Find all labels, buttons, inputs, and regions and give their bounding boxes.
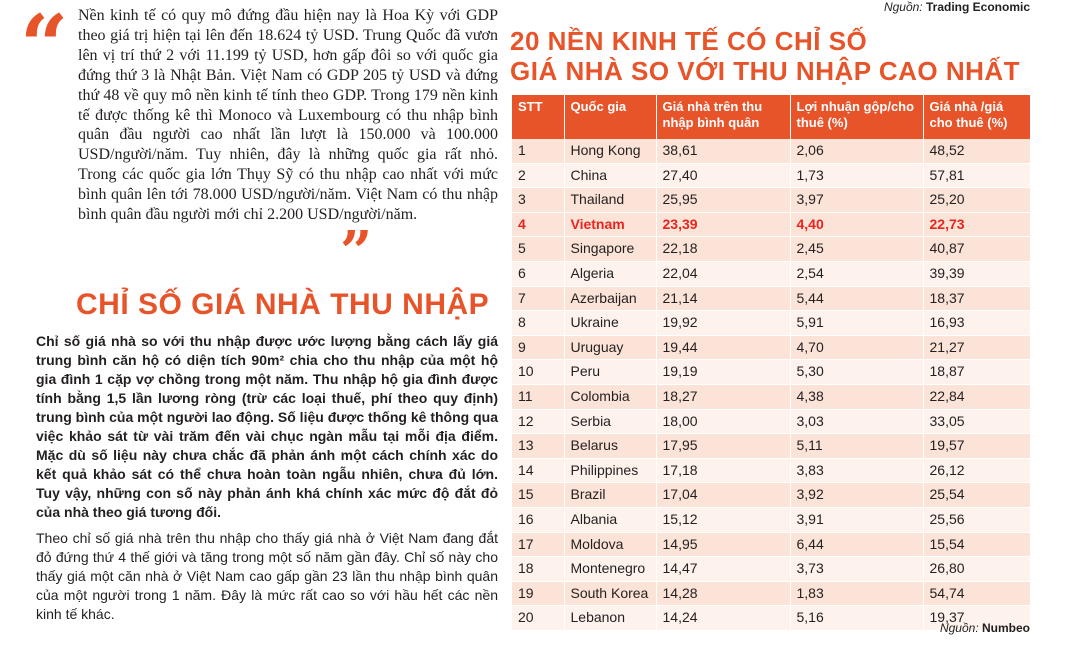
cell-price-to-rent: 26,80 [923, 557, 1030, 582]
cell-price-to-rent: 19,37 [923, 606, 1030, 631]
cell-gross-rental-yield: 3,83 [790, 458, 923, 483]
cell-price-to-rent: 33,05 [923, 409, 1030, 434]
header-country: Quốc gia [564, 95, 656, 139]
header-stt: STT [512, 95, 564, 139]
cell-gross-rental-yield: 6,44 [790, 532, 923, 557]
cell-stt: 10 [512, 360, 564, 385]
intro-paragraph: Nền kinh tế có quy mô đứng đầu hiện nay là Hoa Kỳ với GDP theo giá trị hiện tại lên đến 18.624 tỷ USD. Trung Quốc đã vươn lên vị trí thứ 2 với 11.199 tỷ USD, hơn gấp đôi so với quốc gia đứng thứ 3 là Nhật Bản. Việt Nam có GDP 205 tỷ USD và đứng thứ 48 về quy mô nền kinh tế tính theo GDP. Trong 179 nền kinh tế được thống kê thì Monoco và Luxembourg có thu nhập bình quân đầu người cao nhất lần lượt là 150.000 và 100.000 USD/người/năm. Tuy nhiên, đây là những quốc gia rất nhỏ. Trong các quốc gia lớn Thụy Sỹ có thu nhập cao nhất với mức bình quân lên tới 78.000 USD/người/năm. Việt Nam có thu nhập bình quân đầu người mới chỉ 2.200 USD/người/năm. [78, 7, 498, 224]
ranking-table [512, 95, 1030, 631]
cell-gross-rental-yield: 2,54 [790, 261, 923, 286]
cell-price-to-income: 14,95 [656, 532, 790, 557]
table-row [512, 384, 1030, 409]
cell-gross-rental-yield: 3,92 [790, 483, 923, 508]
cell-price-to-rent: 48,52 [923, 139, 1030, 163]
cell-price-to-income: 19,44 [656, 335, 790, 360]
cell-price-to-rent: 19,57 [923, 434, 1030, 459]
cell-stt: 1 [512, 139, 564, 163]
cell-stt: 6 [512, 261, 564, 286]
cell-price-to-rent: 15,54 [923, 532, 1030, 557]
cell-country: Serbia [564, 409, 656, 434]
cell-price-to-income: 18,00 [656, 409, 790, 434]
cell-country: Albania [564, 507, 656, 532]
cell-price-to-income: 18,27 [656, 384, 790, 409]
source-credit-top [884, 0, 1030, 14]
table-row [512, 434, 1030, 459]
table-row [512, 557, 1030, 582]
cell-gross-rental-yield: 3,97 [790, 188, 923, 213]
cell-gross-rental-yield: 1,73 [790, 163, 923, 188]
cell-gross-rental-yield: 3,03 [790, 409, 923, 434]
table-row [512, 237, 1030, 262]
cell-country: Moldova [564, 532, 656, 557]
cell-country: Lebanon [564, 606, 656, 631]
cell-gross-rental-yield: 3,73 [790, 557, 923, 582]
source-value: Trading Economic [925, 0, 1030, 14]
table-row [512, 261, 1030, 286]
cell-price-to-income: 38,61 [656, 139, 790, 163]
header-price-to-income: Giá nhà trên thu nhập bình quân [656, 95, 790, 139]
table-title-line-2: GIÁ NHÀ SO VỚI THU NHẬP CAO NHẤT [510, 56, 1021, 86]
cell-price-to-rent: 57,81 [923, 163, 1030, 188]
cell-stt: 15 [512, 483, 564, 508]
table-row [512, 163, 1030, 188]
cell-gross-rental-yield: 5,91 [790, 311, 923, 336]
cell-country: Montenegro [564, 557, 656, 582]
cell-country: Hong Kong [564, 139, 656, 163]
table-row [512, 286, 1030, 311]
cell-price-to-income: 22,04 [656, 261, 790, 286]
cell-stt: 2 [512, 163, 564, 188]
cell-country: Vietnam [564, 212, 656, 237]
cell-country: South Korea [564, 581, 656, 606]
table-row [512, 409, 1030, 434]
table-title-line-1: 20 NỀN KINH TẾ CÓ CHỈ SỐ [510, 26, 868, 56]
cell-country: Singapore [564, 237, 656, 262]
source-label: Nguồn: [883, 0, 923, 14]
cell-country: Ukraine [564, 311, 656, 336]
cell-gross-rental-yield: 4,70 [790, 335, 923, 360]
cell-country: Azerbaijan [564, 286, 656, 311]
cell-price-to-rent: 25,54 [923, 483, 1030, 508]
source-label: Nguồn: [939, 621, 979, 635]
header-price-to-rent: Giá nhà /giá cho thuê (%) [923, 95, 1030, 139]
cell-country: Uruguay [564, 335, 656, 360]
table-body [512, 139, 1030, 630]
section-title: CHỈ SỐ GIÁ NHÀ THU NHẬP [76, 288, 490, 321]
cell-price-to-rent: 18,87 [923, 360, 1030, 385]
cell-stt: 7 [512, 286, 564, 311]
cell-price-to-income: 17,18 [656, 458, 790, 483]
cell-price-to-income: 19,92 [656, 311, 790, 336]
cell-gross-rental-yield: 4,40 [790, 212, 923, 237]
table-row [512, 581, 1030, 606]
cell-stt: 14 [512, 458, 564, 483]
source-value: Numbeo [982, 621, 1030, 635]
cell-gross-rental-yield: 3,91 [790, 507, 923, 532]
table-row [512, 483, 1030, 508]
cell-price-to-rent: 39,39 [923, 261, 1030, 286]
cell-price-to-income: 14,28 [656, 581, 790, 606]
cell-stt: 11 [512, 384, 564, 409]
cell-price-to-income: 25,95 [656, 188, 790, 213]
cell-gross-rental-yield: 1,83 [790, 581, 923, 606]
table-row [512, 335, 1030, 360]
cell-stt: 4 [512, 212, 564, 237]
table-row [512, 311, 1030, 336]
cell-country: Peru [564, 360, 656, 385]
table-row [512, 458, 1030, 483]
cell-country: Belarus [564, 434, 656, 459]
cell-stt: 18 [512, 557, 564, 582]
cell-gross-rental-yield: 5,44 [790, 286, 923, 311]
cell-country: Philippines [564, 458, 656, 483]
cell-country: China [564, 163, 656, 188]
cell-country: Brazil [564, 483, 656, 508]
source-credit-bottom [940, 621, 1030, 635]
cell-stt: 13 [512, 434, 564, 459]
cell-gross-rental-yield: 2,06 [790, 139, 923, 163]
cell-price-to-rent: 22,73 [923, 212, 1030, 237]
cell-stt: 20 [512, 606, 564, 631]
table-row [512, 212, 1030, 237]
cell-price-to-income: 19,19 [656, 360, 790, 385]
cell-stt: 17 [512, 532, 564, 557]
cell-gross-rental-yield: 5,30 [790, 360, 923, 385]
close-quote-mark: ” [340, 219, 373, 285]
table-row [512, 139, 1030, 163]
table-row [512, 507, 1030, 532]
cell-price-to-rent: 21,27 [923, 335, 1030, 360]
cell-price-to-income: 27,40 [656, 163, 790, 188]
cell-country: Thailand [564, 188, 656, 213]
cell-stt: 16 [512, 507, 564, 532]
table-row [512, 532, 1030, 557]
cell-price-to-rent: 22,84 [923, 384, 1030, 409]
cell-price-to-rent: 40,87 [923, 237, 1030, 262]
cell-price-to-income: 21,14 [656, 286, 790, 311]
cell-stt: 3 [512, 188, 564, 213]
cell-price-to-income: 22,18 [656, 237, 790, 262]
cell-price-to-rent: 16,93 [923, 311, 1030, 336]
header-gross-rental-yield: Lợi nhuận gộp/cho thuê (%) [790, 95, 923, 139]
cell-stt: 19 [512, 581, 564, 606]
cell-stt: 9 [512, 335, 564, 360]
cell-price-to-income: 17,04 [656, 483, 790, 508]
cell-price-to-income: 14,24 [656, 606, 790, 631]
cell-price-to-income: 23,39 [656, 212, 790, 237]
cell-price-to-income: 15,12 [656, 507, 790, 532]
cell-gross-rental-yield: 2,45 [790, 237, 923, 262]
cell-gross-rental-yield: 5,11 [790, 434, 923, 459]
cell-stt: 12 [512, 409, 564, 434]
cell-country: Colombia [564, 384, 656, 409]
cell-price-to-income: 14,47 [656, 557, 790, 582]
table-row [512, 188, 1030, 213]
cell-price-to-income: 17,95 [656, 434, 790, 459]
cell-stt: 5 [512, 237, 564, 262]
cell-gross-rental-yield: 4,38 [790, 384, 923, 409]
open-quote-mark: “ [20, 0, 69, 95]
cell-price-to-rent: 18,37 [923, 286, 1030, 311]
cell-price-to-rent: 54,74 [923, 581, 1030, 606]
cell-price-to-rent: 25,56 [923, 507, 1030, 532]
cell-country: Algeria [564, 261, 656, 286]
table-header-row [512, 95, 1030, 139]
cell-stt: 8 [512, 311, 564, 336]
cell-price-to-rent: 25,20 [923, 188, 1030, 213]
conclusion-paragraph: Theo chỉ số giá nhà trên thu nhập cho thấy giá nhà ở Việt Nam đang đắt đỏ đứng thứ 4 thế giới và tăng trong một số năm gần đây. Chỉ số này cho thấy giá một căn nhà ở Việt Nam cao gấp gần 23 lần thu nhập bình quân của một người trong 1 năm. Đây là mức rất cao so với hầu hết các nền kinh tế khác. [36, 530, 498, 622]
cell-price-to-rent: 26,12 [923, 458, 1030, 483]
table-row [512, 360, 1030, 385]
cell-gross-rental-yield: 5,16 [790, 606, 923, 631]
table-title [510, 26, 1020, 86]
definition-paragraph: Chỉ số giá nhà so với thu nhập được ước lượng bằng cách lấy giá trung bình căn hộ có diện tích 90m² chia cho thu nhập của một hộ gia đình 1 cặp vợ chồng trong một năm. Thu nhập hộ gia đình được tính bằng 1,5 lần lương ròng (trừ các loại thuế, phí theo quy định) trung bình của một người lao động. Số liệu được thống kê thông qua việc khảo sát từ vài trăm đến vài chục ngàn mẫu tại mỗi địa điểm. Mặc dù số liệu này chưa chắc đã phản ánh một cách chính xác do kết quả khảo sát có thể chưa hoàn toàn ngẫu nhiên, chưa đủ lớn. Tuy vậy, những con số này phản ánh khá chính xác mức độ đắt đỏ của nhà theo giá tương đối. [36, 333, 498, 520]
